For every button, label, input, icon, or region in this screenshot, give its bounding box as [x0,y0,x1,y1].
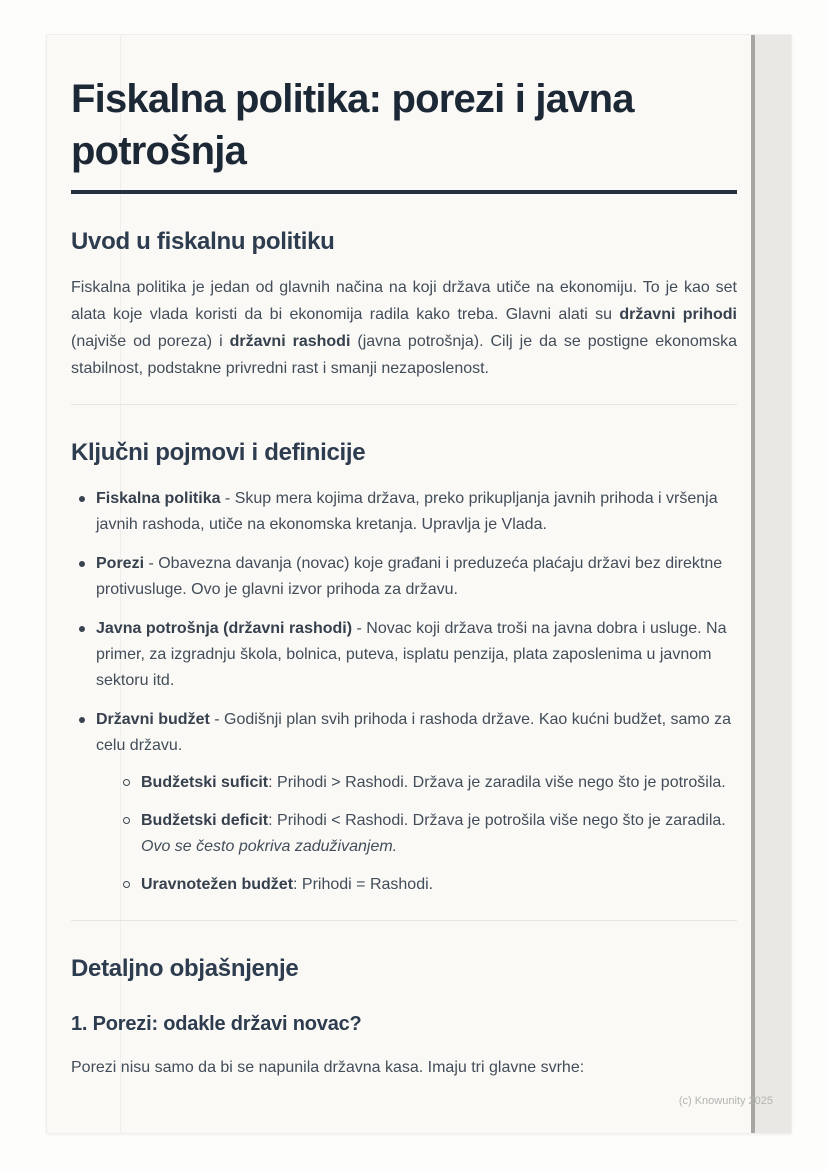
term-label: Državni budžet [96,711,210,728]
page-edge-strip [751,35,791,1133]
circle-bullet-icon [123,779,130,786]
document-content [71,35,737,1081]
term-definition: : Prihodi = Rashodi. [293,876,434,893]
intro-bold-drzavni-rashodi: državni rashodi [229,333,351,350]
term-definition: - Godišnji plan svih prihoda i rashoda države. Kao kućni budžet, samo za celu državu. [96,711,731,754]
sub-heading-porezi: 1. Porezi: odakle državi novac? [71,1013,362,1035]
sub-list-item [96,872,737,898]
term-label: Uravnotežen budžet [141,876,294,893]
intro-text-3: (javna potrošnja). Cilj je da se postigne ekonomska stabilnost, podstakne privredni rast i smanji nezaposlenost. [71,333,738,377]
list-item [71,707,737,898]
key-terms-list [71,486,737,898]
term-label: Fiskalna politika [96,490,221,507]
intro-paragraph [71,274,737,382]
section-divider-2 [71,920,737,921]
sub-list-item [96,808,737,860]
budget-sub-list [96,770,737,898]
term-definition: - Obavezna davanja (novac) koje građani i preduzeća plaćaju državi bez direktne protivusluge. Ovo je glavni izvor prihoda za državu. [96,555,723,598]
term-definition: - Novac koji država troši na javna dobra i usluge. Na primer, za izgradnju škola, bolnica, puteva, isplatu penzija, plata zaposlenima u javnom sektoru itd. [96,620,727,689]
term-definition-italic: Ovo se često pokriva zaduživanjem. [141,838,398,855]
circle-bullet-icon [123,817,130,824]
section-heading-detail: Detaljno objašnjenje [71,955,299,982]
circle-bullet-icon [123,881,130,888]
section-heading-intro: Uvod u fiskalnu politiku [71,228,335,255]
section-heading-key-terms: Ključni pojmovi i definicije [71,439,366,466]
bullet-icon [79,496,85,502]
term-definition: - Skup mera kojima država, preko prikupljanja javnih prihoda i vršenja javnih rashoda, utiče na ekonomska kretanja. Upravlja je Vlada. [96,490,718,533]
term-label: Porezi [96,555,145,572]
sub-list-item [96,770,737,796]
term-label: Budžetski deficit [141,812,269,829]
list-item [71,551,737,603]
list-item [71,486,737,538]
bullet-icon [79,626,85,632]
section-divider-1 [71,404,737,405]
document-page [46,34,792,1134]
page-title: Fiskalna politika: porezi i javna potrošnja [71,77,634,173]
intro-text-1: Fiskalna politika je jedan od glavnih načina na koji država utiče na ekonomiju. To je kao set alata koje vlada koristi da bi ekonomija radila kako treba. Glavni alati su [71,279,737,323]
detail-paragraph: Porezi nisu samo da bi se napunila državna kasa. Imaju tri glavne svrhe: [71,1059,585,1076]
term-definition: : Prihodi > Rashodi. Država je zaradila više nego što je potrošila. [268,774,726,791]
bullet-icon [79,717,85,723]
list-item [71,616,737,694]
intro-bold-drzavni-prihodi: državni prihodi [619,306,737,323]
term-definition: : Prihodi < Rashodi. Država je potrošila više nego što je zaradila. [268,812,726,829]
term-label: Budžetski suficit [141,774,269,791]
intro-text-2: (najviše od poreza) i [71,333,230,350]
footer-credit: (c) Knowunity 2025 [678,1095,773,1107]
term-label: Javna potrošnja (državni rashodi) [96,620,353,637]
bullet-icon [79,561,85,567]
title-divider [71,190,737,194]
